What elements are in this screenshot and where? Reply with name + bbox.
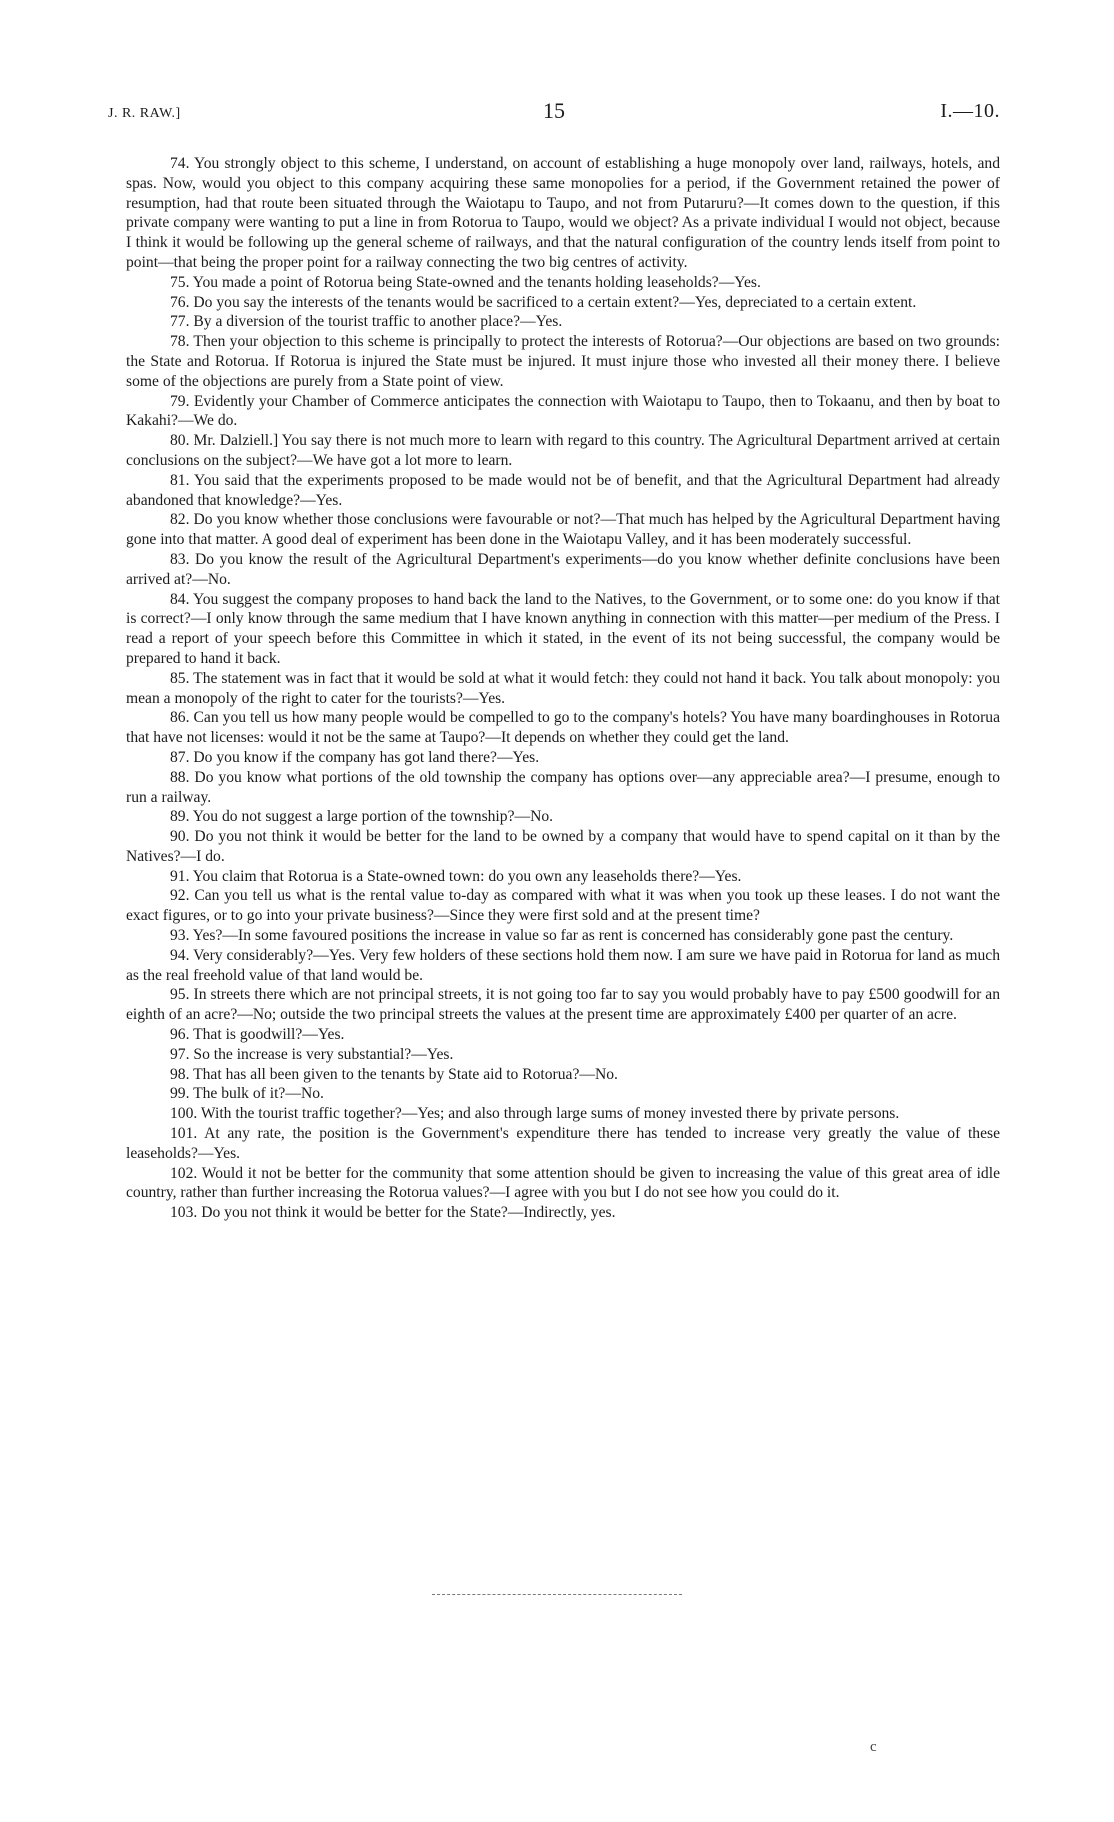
question-94: 94. Very considerably?—Yes. Very few holders of these sections hold them now. I am sure we have paid in Rotorua for land as much as the real freehold value of that land would be.	[126, 946, 1000, 984]
question-74: 74. You strongly object to this scheme, I understand, on account of establishing a huge monopoly over land, railways, hotels, and spas. Now, would you object to this company acquiring these same monopolies for a period, if the Government retained the power of resumption, had that route been situated through the Waiotapu to Taupo, and not from Putaruru?—It comes down to the question, if this private company were wanting to put a line in from Rotorua to Taupo, would we object? As a private individual I would not object, because I think it would be following up the general scheme of railways, and that the natural configuration of the country lends itself from point to point—that being the proper point for a railway connecting the two big centres of activity.	[126, 155, 1000, 271]
question-89: 89. You do not suggest a large portion of the township?—No.	[170, 808, 554, 826]
question-98: 98. That has all been given to the tenants by State aid to Rotorua?—No.	[170, 1065, 618, 1083]
question-76: 76. Do you say the interests of the tenants would be sacrificed to a certain extent?—Yes, depreciated to a certain extent.	[170, 293, 917, 311]
paper-reference: I.—10.	[940, 100, 1000, 122]
signature-mark: c	[870, 1739, 877, 1755]
question-102: 102. Would it not be better for the community that some attention should be given to increasing the value of this great area of idle country, rather than further increasing the Rotorua values?—I agree with you but I do not see how you could do it.	[126, 1164, 1000, 1202]
question-75: 75. You made a point of Rotorua being State-owned and the tenants holding leaseholds?—Yes.	[170, 273, 761, 291]
question-85: 85. The statement was in fact that it would be sold at what it would fetch: they could not hand it back. You talk about monopoly: you mean a monopoly of the right to cater for the tourists?—Yes.	[126, 669, 1000, 707]
question-96: 96. That is goodwill?—Yes.	[170, 1026, 345, 1044]
evidence-body	[126, 154, 1000, 1223]
page-number: 15	[543, 98, 565, 123]
question-78: 78. Then your objection to this scheme is principally to protect the interests of Rotorua?—Our objections are based on two grounds: the State and Rotorua. If Rotorua is injured the State must be injured. It must injure those who invested all their money there. I believe some of the objections are purely from a State point of view.	[126, 333, 1000, 390]
question-88: 88. Do you know what portions of the old township the company has options over—any appreciable area?—I presume, enough to run a railway.	[126, 768, 1000, 806]
question-80: 80. Mr. Dalziell.] You say there is not much more to learn with regard to this country. The Agricultural Department arrived at certain conclusions on the subject?—We have got a lot more to learn.	[126, 432, 1000, 469]
question-82: 82. Do you know whether those conclusions were favourable or not?—That much has helped by the Agricultural Department having gone into that matter. A good deal of experiment has been done in the Waiotapu Valley, and it has been moderately successful.	[126, 511, 1000, 549]
question-100: 100. With the tourist traffic together?—Yes; and also through large sums of money invested there by private persons.	[170, 1105, 900, 1123]
page-header	[108, 100, 1000, 130]
section-end-rule	[432, 1594, 682, 1595]
question-93: 93. Yes?—In some favoured positions the increase in value so far as rent is concerned has considerably gone past the century.	[170, 927, 954, 945]
question-99: 99. The bulk of it?—No.	[170, 1085, 324, 1103]
question-86: 86. Can you tell us how many people would be compelled to go to the company's hotels? You have many boardinghouses in Rotorua that have not licenses: would it not be the same at Taupo?—It depends on whether they could get the land.	[126, 709, 1000, 747]
question-84: 84. You suggest the company proposes to hand back the land to the Natives, to the Government, or to some one: do you know if that is correct?—I only know through the same medium that I have known anything in connection with this matter—per medium of the Press. I read a report of your speech before this Committee in which it stated, in the event of its not being successful, the company would be prepared to hand it back.	[126, 590, 1000, 667]
question-90: 90. Do you not think it would be better for the land to be owned by a company that would have to spend capital on it than by the Natives?—I do.	[126, 828, 1000, 865]
question-77: 77. By a diversion of the tourist traffic to another place?—Yes.	[170, 313, 563, 331]
question-103: 103. Do you not think it would be better for the State?—Indirectly, yes.	[170, 1204, 616, 1222]
question-101: 101. At any rate, the position is the Government's expenditure there has tended to increase very greatly the value of these leaseholds?—Yes.	[126, 1125, 1000, 1162]
question-97: 97. So the increase is very substantial?—Yes.	[170, 1045, 454, 1063]
question-91: 91. You claim that Rotorua is a State-owned town: do you own any leaseholds there?—Yes.	[170, 867, 742, 885]
question-83: 83. Do you know the result of the Agricultural Department's experiments—do you know whether definite conclusions have been arrived at?—No.	[126, 550, 1000, 588]
question-81: 81. You said that the experiments proposed to be made would not be of benefit, and that the Agricultural Department had already abandoned that knowledge?—Yes.	[126, 471, 1000, 509]
question-79: 79. Evidently your Chamber of Commerce anticipates the connection with Waiotapu to Taupo, then to Tokaanu, and then by boat to Kakahi?—We do.	[126, 392, 1000, 430]
question-95: 95. In streets there which are not principal streets, it is not going too far to say you would probably have to pay £500 goodwill for an eighth of an acre?—No; outside the two principal streets the values at the present time are approximately £400 per quarter of an acre.	[126, 986, 1000, 1024]
question-92: 92. Can you tell us what is the rental value to-day as compared with what it was when you took up these leases. I do not want the exact figures, or to go into your private business?—Since they were first sold and at the present time?	[126, 887, 1000, 925]
question-87: 87. Do you know if the company has got land there?—Yes.	[170, 748, 540, 766]
header-witness-name: J. R. RAW.]	[108, 106, 181, 121]
